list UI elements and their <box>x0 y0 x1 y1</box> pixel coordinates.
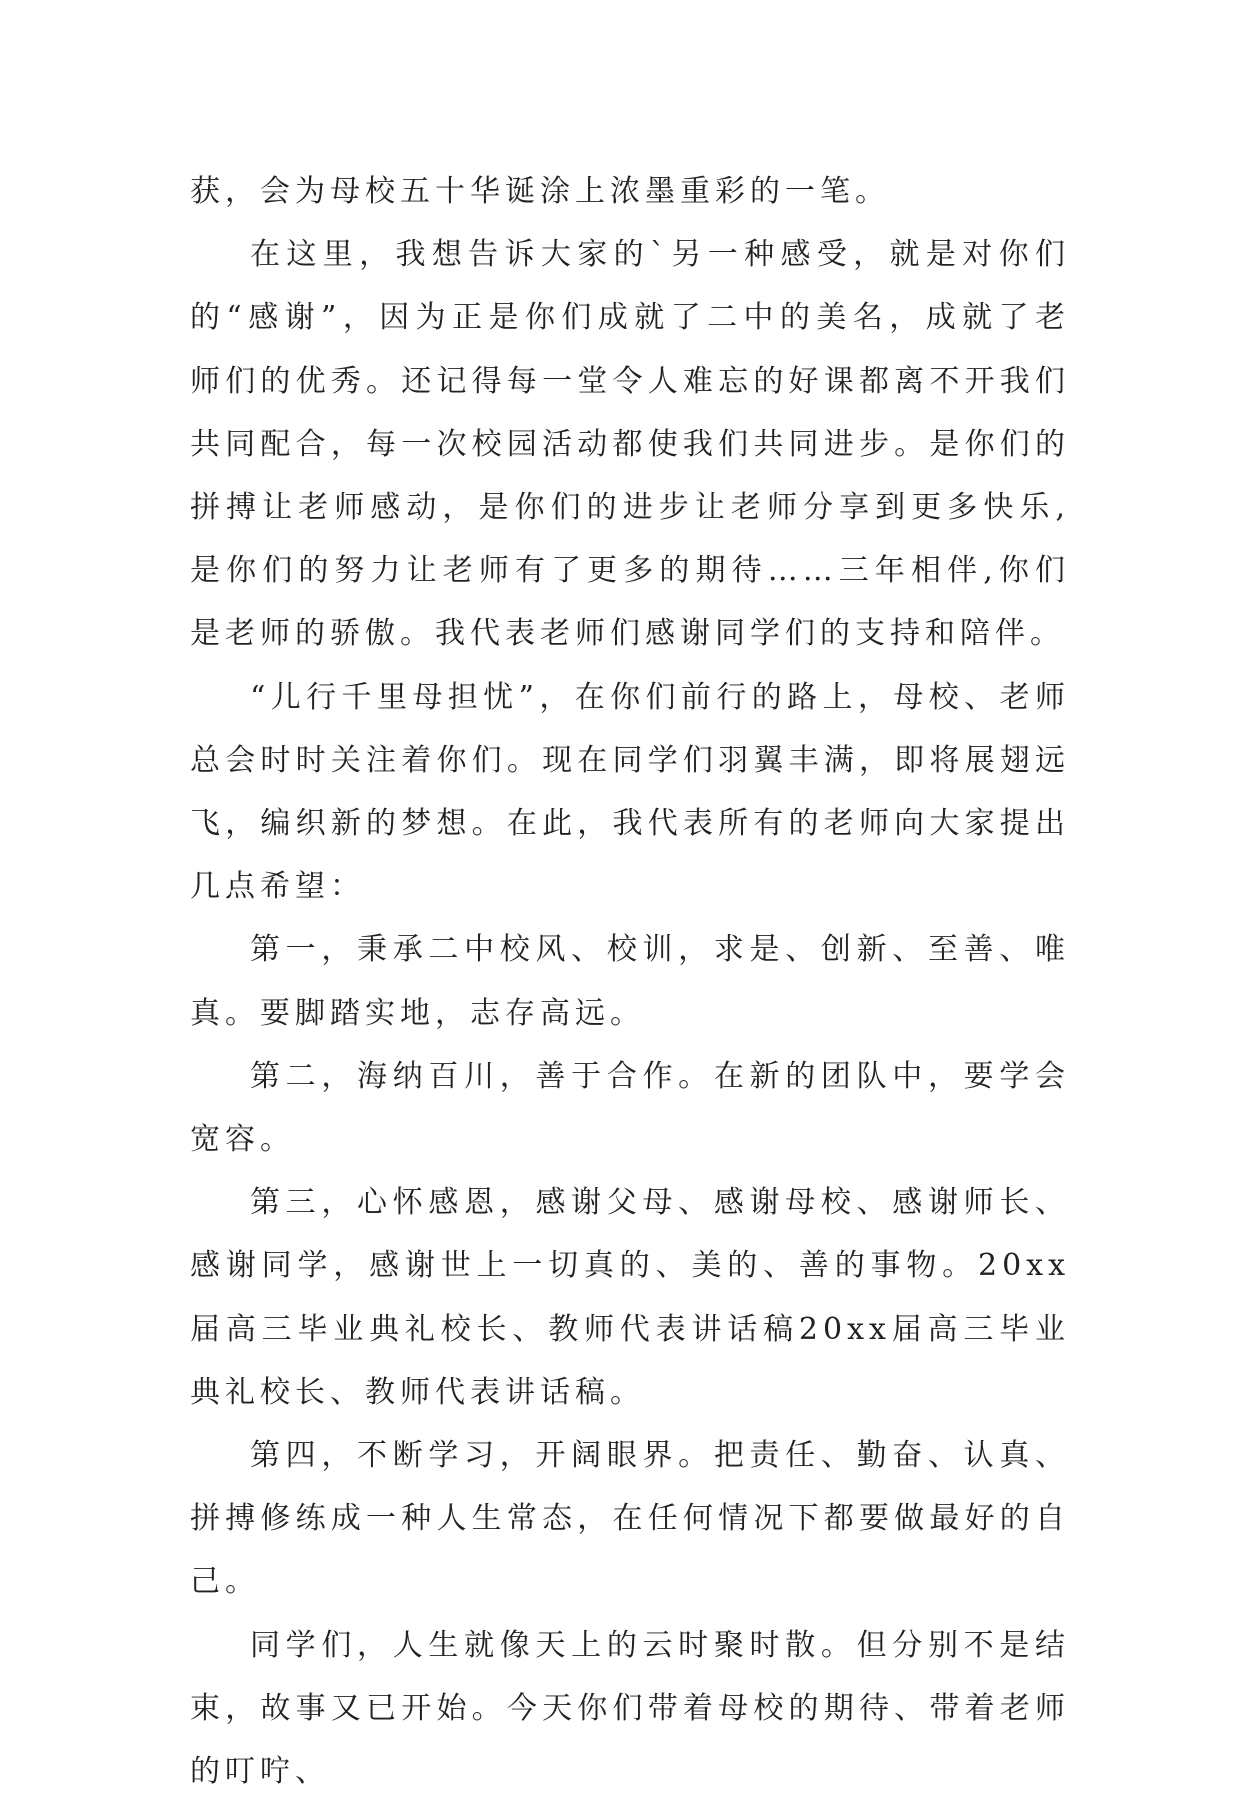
paragraph-hope-second: 第二，海纳百川，善于合作。在新的团队中，要学会宽容。 <box>190 1058 1070 1158</box>
paragraph-hope-third: 第三，心怀感恩，感谢父母、感谢母校、感谢师长、感谢同学，感谢世上一切真的、美的、善的事物。20xx届高三毕业典礼校长、教师代表讲话稿20xx届高三毕业典礼校长、教师代表讲话稿。 <box>190 1185 1070 1410</box>
paragraph-continuation: 获，会为母校五十华诞涂上浓墨重彩的一笔。 <box>190 174 890 209</box>
document-body <box>190 160 1070 1803</box>
paragraph-thanks: 在这里，我想告诉大家的`另一种感受，就是对你们的“感谢”，因为正是你们成就了二中的美名，成就了老师们的优秀。还记得每一堂令人难忘的好课都离不开我们共同配合，每一次校园活动都使我们共同进步。是你们的拼搏让老师感动，是你们的进步让老师分享到更多快乐,是你们的努力让老师有了更多的期待……三年相伴,你们是老师的骄傲。我代表老师们感谢同学们的支持和陪伴。 <box>190 237 1070 652</box>
paragraph-hope-fourth: 第四，不断学习，开阔眼界。把责任、勤奋、认真、拼搏修练成一种人生常态，在任何情况下都要做最好的自己。 <box>190 1438 1070 1600</box>
paragraph-closing: 同学们，人生就像天上的云时聚时散。但分别不是结束，故事又已开始。今天你们带着母校的期待、带着老师的叮咛、 <box>190 1627 1070 1790</box>
paragraph-hope-first: 第一，秉承二中校风、校训，求是、创新、至善、唯真。要脚踏实地，志存高远。 <box>190 932 1070 1031</box>
paragraph-hopes-intro: “儿行千里母担忧”，在你们前行的路上，母校、老师总会时时关注着你们。现在同学们羽翼丰满，即将展翅远飞，编织新的梦想。在此，我代表所有的老师向大家提出几点希望： <box>190 679 1070 905</box>
